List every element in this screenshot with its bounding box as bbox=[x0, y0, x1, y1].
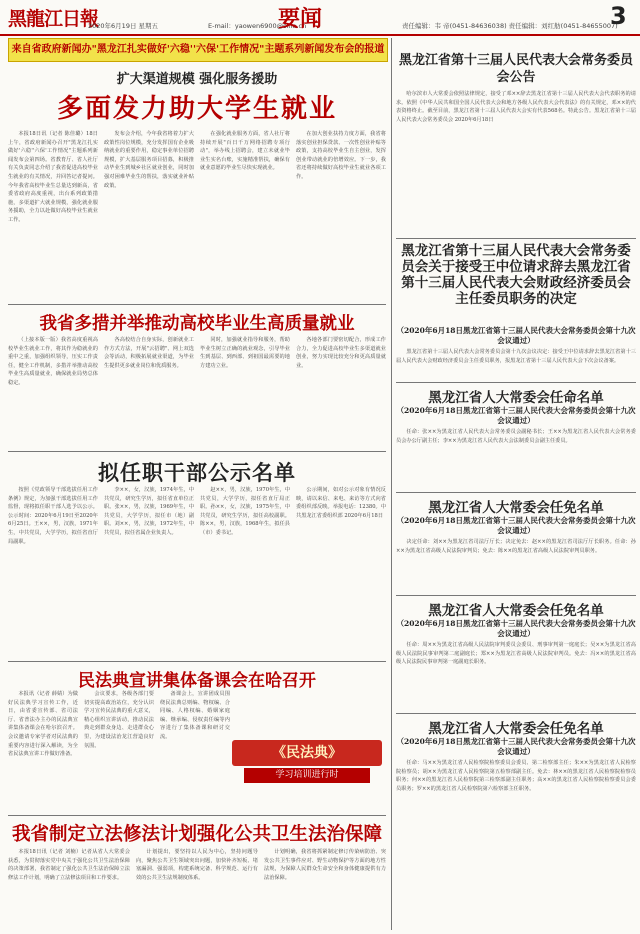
civil-code-tag: 《民法典》 bbox=[232, 740, 382, 766]
story3-column: 公示期间，如对公示对象有情况反映，请以来信、来电、来访等方式向省委组织部反映。举报电话：12380。中共黑龙江省委组织部 2020年6月18日 bbox=[296, 487, 386, 519]
contact-email: E-mail：yaowen6900@sina.cn bbox=[208, 22, 307, 30]
issue-date: 2020年6月19日 星期五 bbox=[88, 22, 159, 30]
section-divider bbox=[396, 238, 636, 239]
civil-code-banner bbox=[232, 740, 382, 786]
section-divider bbox=[8, 451, 386, 452]
civil-code-subtitle: 学习培训进行时 bbox=[244, 768, 370, 783]
appointment-removal-headline: 黑龙江省人大常委会任免名单 bbox=[428, 721, 604, 737]
appointment-removal-body: 任命：周××为黑龙江省高级人民法院审判委员会委员、刑事审判第一庭庭长；吴××为黑龙江省高级人民法院民事审判第二庭副庭长；郑××为黑龙江省高级人民法院审判员。免去：冯××的黑龙江省高级人民法院民事审判第一庭副庭长职务。 bbox=[396, 642, 636, 666]
story5-headline: 我省制定立法修法计划强化公共卫生法治保障 bbox=[11, 824, 382, 845]
resignation-decision-subtitle: （2020年6月18日黑龙江省第十三届人民代表大会常务委员会第十九次会议通过） bbox=[396, 326, 636, 345]
appointment-list-body: 任命：张××为黑龙江省人民代表大会常务委员会副秘书长；王××为黑龙江省人民代表大会常务委员会办公厅副主任；李××为黑龙江省人民代表大会法制委员会副主任委员。 bbox=[396, 429, 636, 444]
story1-column: 在加大创业扶持力度方面，我省将落实创业担保贷款、一次性创业补贴等政策，支持高校毕业生自主创业，发挥创业带动就业的倍增效应。下一步，我省还将持续做好高校毕业生就业各项工作。 bbox=[296, 131, 386, 180]
story2-column: 各高校结合自身实际，创新就业工作方式方法，开展"云招聘"、网上双选会等活动，积极拓展就业渠道，为毕业生提供更多就业岗位和优质服务。 bbox=[104, 337, 194, 369]
announcement-headline: 黑龙江省第十三届人民代表大会常务委员会公告 bbox=[398, 53, 633, 85]
story1-kicker: 扩大渠道规模 强化服务援助 bbox=[116, 72, 278, 87]
announcement-body: 哈尔滨市人大常委会依照法律规定，接受了邓××辞去黑龙江省第十三届人民代表大会代表职务的请求。依照《中华人民共和国全国人民代表大会和地方各级人民代表大会代表法》的有关规定，邓××的代表资格终止。截至目前，黑龙江省第十三届人民代表大会实有代表568名。特此公告。黑龙江省第十三届人民代表大会常务委员会 2020年6月18日 bbox=[396, 91, 636, 123]
section-divider bbox=[8, 304, 386, 305]
section-title: 要闻 bbox=[278, 7, 323, 32]
story1-headline: 多面发力助大学生就业 bbox=[56, 94, 337, 124]
story5-column: 计划明确，我省将抓紧制定修订传染病防治、突发公共卫生事件应对、野生动物保护等方面的地方性法规，为保障人民群众生命安全和身体健康提供有力法治保障。 bbox=[264, 849, 386, 881]
appointment-removal-subtitle: （2020年6月18日黑龙江省第十三届人民代表大会常务委员会第十九次会议通过） bbox=[396, 619, 636, 638]
newspaper-logo: 黑龍江日報 bbox=[8, 8, 99, 30]
appointment-removal-subtitle: （2020年6月18日黑龙江省第十三届人民代表大会常务委员会第十九次会议通过） bbox=[396, 516, 636, 535]
story5-column: 计划提出，要坚持以人民为中心，坚持问题导向，聚焦公共卫生领域突出问题，加快补齐短板、堵塞漏洞、强弱项，构建系统完备、科学规范、运行有效的公共卫生法规制度体系。 bbox=[136, 849, 258, 881]
section-divider bbox=[8, 815, 386, 816]
story1-column: 在强化就业服务方面，省人社厅将持续开展"百日千万网络招聘专项行动"，举办线上招聘会，建立未就业毕业生实名台账，实施精准帮扶，确保有就业意愿的毕业生尽快实现就业。 bbox=[200, 131, 290, 172]
story4-column: 本报讯（记者 薛婧）为做好民法典学习宣传工作，近日，由省委宣传部、省司法厅、省普法办主办的民法典宣讲集体备课会在哈尔滨召开。会议邀请专家学者对民法典的重要内容进行深入解读，为全省民法典宣讲工作做好准备。 bbox=[8, 691, 78, 758]
story4-column: 备课会上，宣讲团成员围绕民法典总则编、物权编、合同编、人格权编、婚姻家庭编、继承编、侵权责任编等内容进行了集体备课和研讨交流。 bbox=[160, 691, 230, 740]
appointment-removal-subtitle: （2020年6月18日黑龙江省第十三届人民代表大会常务委员会第十九次会议通过） bbox=[396, 737, 636, 756]
story2-column: 同时，加强就业指导和服务，帮助毕业生树立正确的就业观念，引导毕业生到基层、到西部、到祖国最需要的地方建功立业。 bbox=[200, 337, 290, 369]
story3-column: 按照《党政领导干部选拔任用工作条例》规定，为加强干部选拔任用工作监督，现将拟任职干部人选予以公示。公示时间：2020年6月19日至2020年6月25日。王××，男，汉族，1971年生，中共党员，大学学历，拟任省直厅局副职。 bbox=[8, 487, 98, 545]
story5-column: 本报18日讯（记者 刘楠）记者从省人大常委会获悉，为贯彻落实党中央关于强化公共卫生法治保障的决策部署，我省制定了强化公共卫生法治保障立法修法工作计划，明确了立法修法项目和工作要求。 bbox=[8, 849, 130, 881]
story3-column: 赵××，男，汉族，1970年生，中共党员，大学学历，拟任省直厅局正职。孙××，女，汉族，1975年生，中共党员，研究生学历，拟任高校副职。陈××，男，汉族，1968年生，拟任县（市）委书记。 bbox=[200, 487, 290, 536]
section-divider bbox=[396, 713, 636, 714]
section-divider bbox=[396, 492, 636, 493]
page-number: 3 bbox=[610, 2, 627, 30]
appointment-removal-body: 决定任命：刘××为黑龙江省司法厅厅长；决定免去：赵××的黑龙江省司法厅厅长职务。任命：孙××为黑龙江省高级人民法院审判员；免去：陈××的黑龙江省高级人民法院审判员职务。 bbox=[396, 539, 636, 554]
section-divider bbox=[396, 382, 636, 383]
appointment-removal-headline: 黑龙江省人大常委会任免名单 bbox=[428, 603, 604, 619]
section-divider bbox=[396, 595, 636, 596]
appointment-list-headline: 黑龙江省人大常委会任命名单 bbox=[428, 390, 604, 406]
story3-headline: 拟任职干部公示名单 bbox=[98, 460, 296, 485]
section-divider bbox=[8, 661, 386, 662]
series-banner: 来自省政府新闻办"黑龙江扎实做好'六稳''六保'工作情况"主题系列新闻发布会的报道 bbox=[8, 38, 388, 62]
story1-column: 本报18日讯（记者 陈佳璐）18日上午，省政府新闻办召开"黑龙江扎实做好'六稳''六保'工作情况"主题系列新闻发布会第四场。省教育厅、省人社厅有关负责同志介绍了我省促进高校毕业生就业的有关情况，并回答记者提问。今年我省高校毕业生总量达到新高，省委省政府高度重视，出台系列政策措施，多渠道扩大就业规模，强化就业服务援助，全力以赴做好高校毕业生就业工作。 bbox=[8, 131, 98, 223]
story2-column: （上接本版一版）我省高度重视高校毕业生就业工作，将其作为稳就业的重中之重，加强组织领导，压实工作责任，健全工作机制，多措并举推动高校毕业生高质量就业，确保就业局势总体稳定。 bbox=[8, 337, 98, 386]
appointment-removal-body: 任命：马××为黑龙江省人民检察院检察委员会委员、第二检察部主任；朱××为黑龙江省人民检察院检察员；胡××为黑龙江省人民检察院第五检察部副主任。免去：林××的黑龙江省人民检察院检察员职务；何××的黑龙江省人民检察院第三检察部副主任职务；高××的黑龙江省人民检察院检察委员会委员职务；罗××的黑龙江省人民检察院第六检察部主任职务。 bbox=[396, 760, 636, 792]
resignation-decision-body: 黑龙江省第十三届人民代表大会常务委员会第十九次会议决定：接受王中位请求辞去黑龙江省第十三届人民代表大会财政经济委员会主任委员职务，报黑龙江省第十三届人民代表大会下次会议备案。 bbox=[396, 349, 636, 364]
story2-column: 各地各部门要密切配合，形成工作合力，全力促进高校毕业生多渠道就业创业，努力实现比较充分和更高质量就业。 bbox=[296, 337, 386, 369]
appointment-list-subtitle: （2020年6月18日黑龙江省第十三届人民代表大会常务委员会第十九次会议通过） bbox=[396, 406, 636, 425]
editor-info: 责任编辑：韦 帝(0451-84636038) 责任编辑：刘红舫(0451-84655007) bbox=[402, 22, 618, 30]
resignation-decision-headline: 黑龙江省第十三届人民代表大会常务委员会关于接受王中位请求辞去黑龙江省第十三届人民代表大会财政经济委员会主任委员职务的决定 bbox=[401, 243, 631, 307]
story1-column: 发布会介绍，今年我省将着力扩大政策性岗位规模，充分发挥国有企业吸纳就业的重要作用，稳定事业单位招聘规模，扩大基层服务项目招募，积极推动毕业生到城乡社区就业创业，同时加强对困难毕业生的帮扶，落实就业补贴政策。 bbox=[104, 131, 194, 189]
story4-column: 会议要求，各级各部门要切实提高政治站位，充分认识学习宣传民法典的重大意义，精心组织宣讲活动，推动民法典走到群众身边、走进群众心里，为建设法治龙江营造良好氛围。 bbox=[84, 691, 154, 749]
story2-headline: 我省多措并举推动高校毕业生高质量就业 bbox=[39, 314, 355, 334]
column-divider bbox=[391, 38, 392, 930]
story3-column: 李××，女，汉族，1974年生，中共党员，研究生学历，拟任省直单位正职。张××，男，汉族，1969年生，中共党员，大学学历，拟任市（地）副职。刘××，男，汉族，1972年生，中共党员，拟任省属企业负责人。 bbox=[104, 487, 194, 536]
appointment-removal-headline: 黑龙江省人大常委会任免名单 bbox=[428, 500, 604, 516]
story4-headline: 民法典宣讲集体备课会在哈召开 bbox=[78, 671, 316, 691]
